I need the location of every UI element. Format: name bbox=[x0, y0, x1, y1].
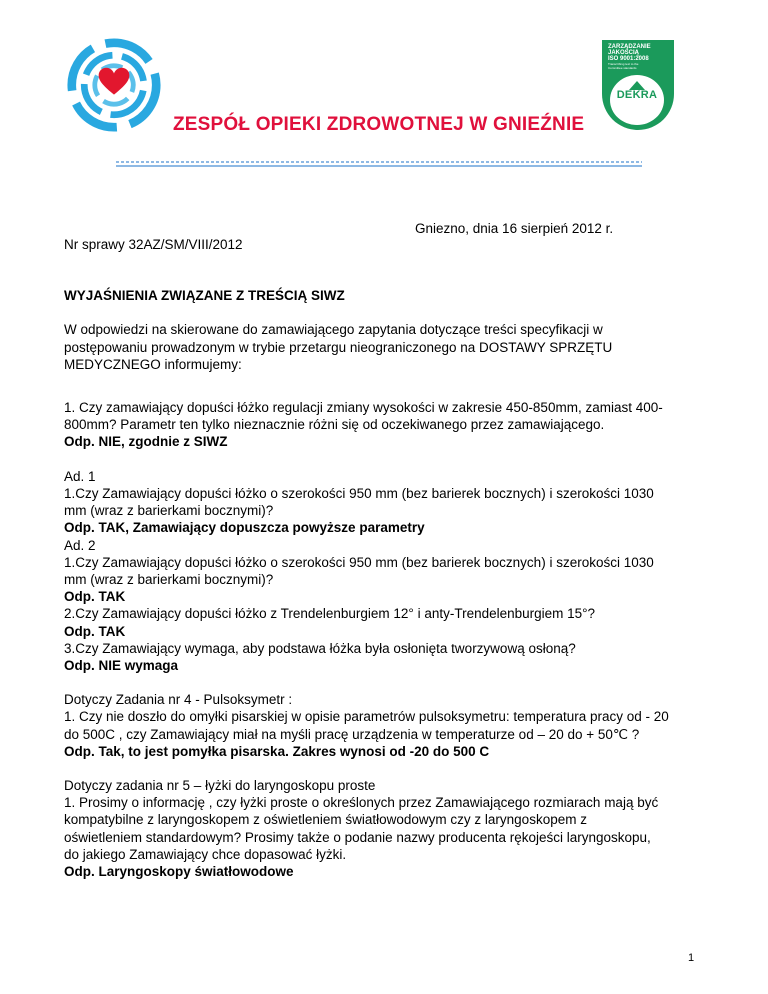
ad-1-block bbox=[64, 468, 714, 537]
question-line: mm (wraz z barierkami bocznymi)? bbox=[64, 503, 274, 519]
date-line: Gniezno, dnia 16 sierpień 2012 r. bbox=[415, 221, 614, 236]
cert-line-3: ISO 9001:2008 bbox=[608, 56, 649, 62]
cert-subline-2: Committee standards bbox=[608, 66, 637, 70]
question-line: do 500C , czy Zamawiający miał na myśli pracę urządzenia w temperaturze od – 20 do + 50℃ ? bbox=[64, 726, 640, 742]
question-line: 1.Czy Zamawiający dopuści łóżko o szerokości 950 mm (bez barierek bocznych) i szerokości 1030 bbox=[64, 554, 654, 570]
question-line: 1. Czy zamawiający dopuści łóżko regulacji zmiany wysokości w zakresie 450-850mm, zamiast 400- bbox=[64, 400, 663, 415]
task-5-block bbox=[64, 777, 714, 880]
page-title: ZESPÓŁ OPIEKI ZDROWOTNEJ W GNIEŹNIE bbox=[173, 114, 585, 135]
intro-paragraph bbox=[64, 321, 714, 373]
section-label: Ad. 1 bbox=[64, 468, 96, 484]
task-4-block bbox=[64, 691, 714, 760]
answer-line: Odp. Laryngoskopy światłowodowe bbox=[64, 864, 294, 880]
document-body bbox=[64, 287, 714, 880]
cert-line-2: JAKOŚCIĄ bbox=[608, 50, 640, 56]
heart-spiral-icon bbox=[66, 37, 162, 133]
section-label: Dotyczy Zadania nr 4 - Pulsoksymetr : bbox=[64, 692, 293, 708]
question-line: kompatybilne z laryngoskopem z oświetleniem światłowodowym czy z laryngoskopem z bbox=[64, 812, 587, 828]
intro-line: postępowaniu prowadzonym w trybie przetargu nieograniczonego na DOSTAWY SPRZĘTU bbox=[64, 339, 613, 355]
question-line: 1. Prosimy o informację , czy łyżki proste o określonych przez Zamawiającego rozmiarach mają być bbox=[64, 795, 659, 811]
question-line: 3.Czy Zamawiający wymaga, aby podstawa łóżka była osłonięta tworzywową osłoną? bbox=[64, 640, 576, 656]
answer-line: Odp. NIE, zgodnie z SIWZ bbox=[64, 434, 228, 450]
question-line: do jakiego Zamawiający chce dopasować łyżki. bbox=[64, 846, 347, 862]
header-divider bbox=[116, 159, 642, 171]
iso-certificate-badge bbox=[602, 40, 674, 130]
question-line: 800mm? Parametr ten tylko nieznacznie różni się od oczekiwanego przez zamawiającego. bbox=[64, 417, 605, 433]
document-heading: WYJAŚNIENIA ZWIĄZANE Z TREŚCIĄ SIWZ bbox=[64, 288, 345, 303]
answer-line: Odp. TAK, Zamawiający dopuszcza powyższe parametry bbox=[64, 520, 425, 536]
cert-line-1: ZARZĄDZANIE bbox=[608, 44, 651, 50]
question-line: oświetleniem standardowym? Prosimy także o podanie nazwy producenta rękojeści laryngoskopu, bbox=[64, 829, 651, 845]
section-label: Ad. 2 bbox=[64, 537, 96, 553]
intro-line: MEDYCZNEGO informujemy: bbox=[64, 356, 242, 372]
question-1-block bbox=[64, 399, 714, 451]
case-number: Nr sprawy 32AZ/SM/VIII/2012 bbox=[64, 237, 243, 252]
question-line: mm (wraz z barierkami bocznymi)? bbox=[64, 572, 274, 588]
cert-subline-1: Transcribing text to the bbox=[608, 62, 639, 66]
answer-line: Odp. Tak, to jest pomyłka pisarska. Zakres wynosi od -20 do 500 C bbox=[64, 743, 490, 759]
answer-line: Odp. TAK bbox=[64, 589, 126, 605]
section-label: Dotyczy zadania nr 5 – łyżki do laryngoskopu proste bbox=[64, 778, 376, 794]
question-line: 2.Czy Zamawiający dopuści łóżko z Trendelenburgiem 12° i anty-Trendelenburgiem 15°? bbox=[64, 606, 596, 622]
page-number: 1 bbox=[688, 952, 695, 964]
ad-2-block bbox=[64, 537, 714, 675]
answer-line: Odp. TAK bbox=[64, 623, 126, 639]
dekra-brand: DEKRA bbox=[616, 89, 658, 101]
question-line: 1.Czy Zamawiający dopuści łóżko o szerokości 950 mm (bez barierek bocznych) i szerokości 1030 bbox=[64, 486, 654, 501]
intro-line: W odpowiedzi na skierowane do zamawiającego zapytania dotyczące treści specyfikacji w bbox=[64, 322, 603, 338]
question-line: 1. Czy nie doszło do omyłki pisarskiej w opisie parametrów pulsoksymetru: temperatura pracy od - 20 bbox=[64, 709, 669, 725]
answer-line: Odp. NIE wymaga bbox=[64, 658, 179, 674]
dekra-seal bbox=[610, 75, 664, 125]
